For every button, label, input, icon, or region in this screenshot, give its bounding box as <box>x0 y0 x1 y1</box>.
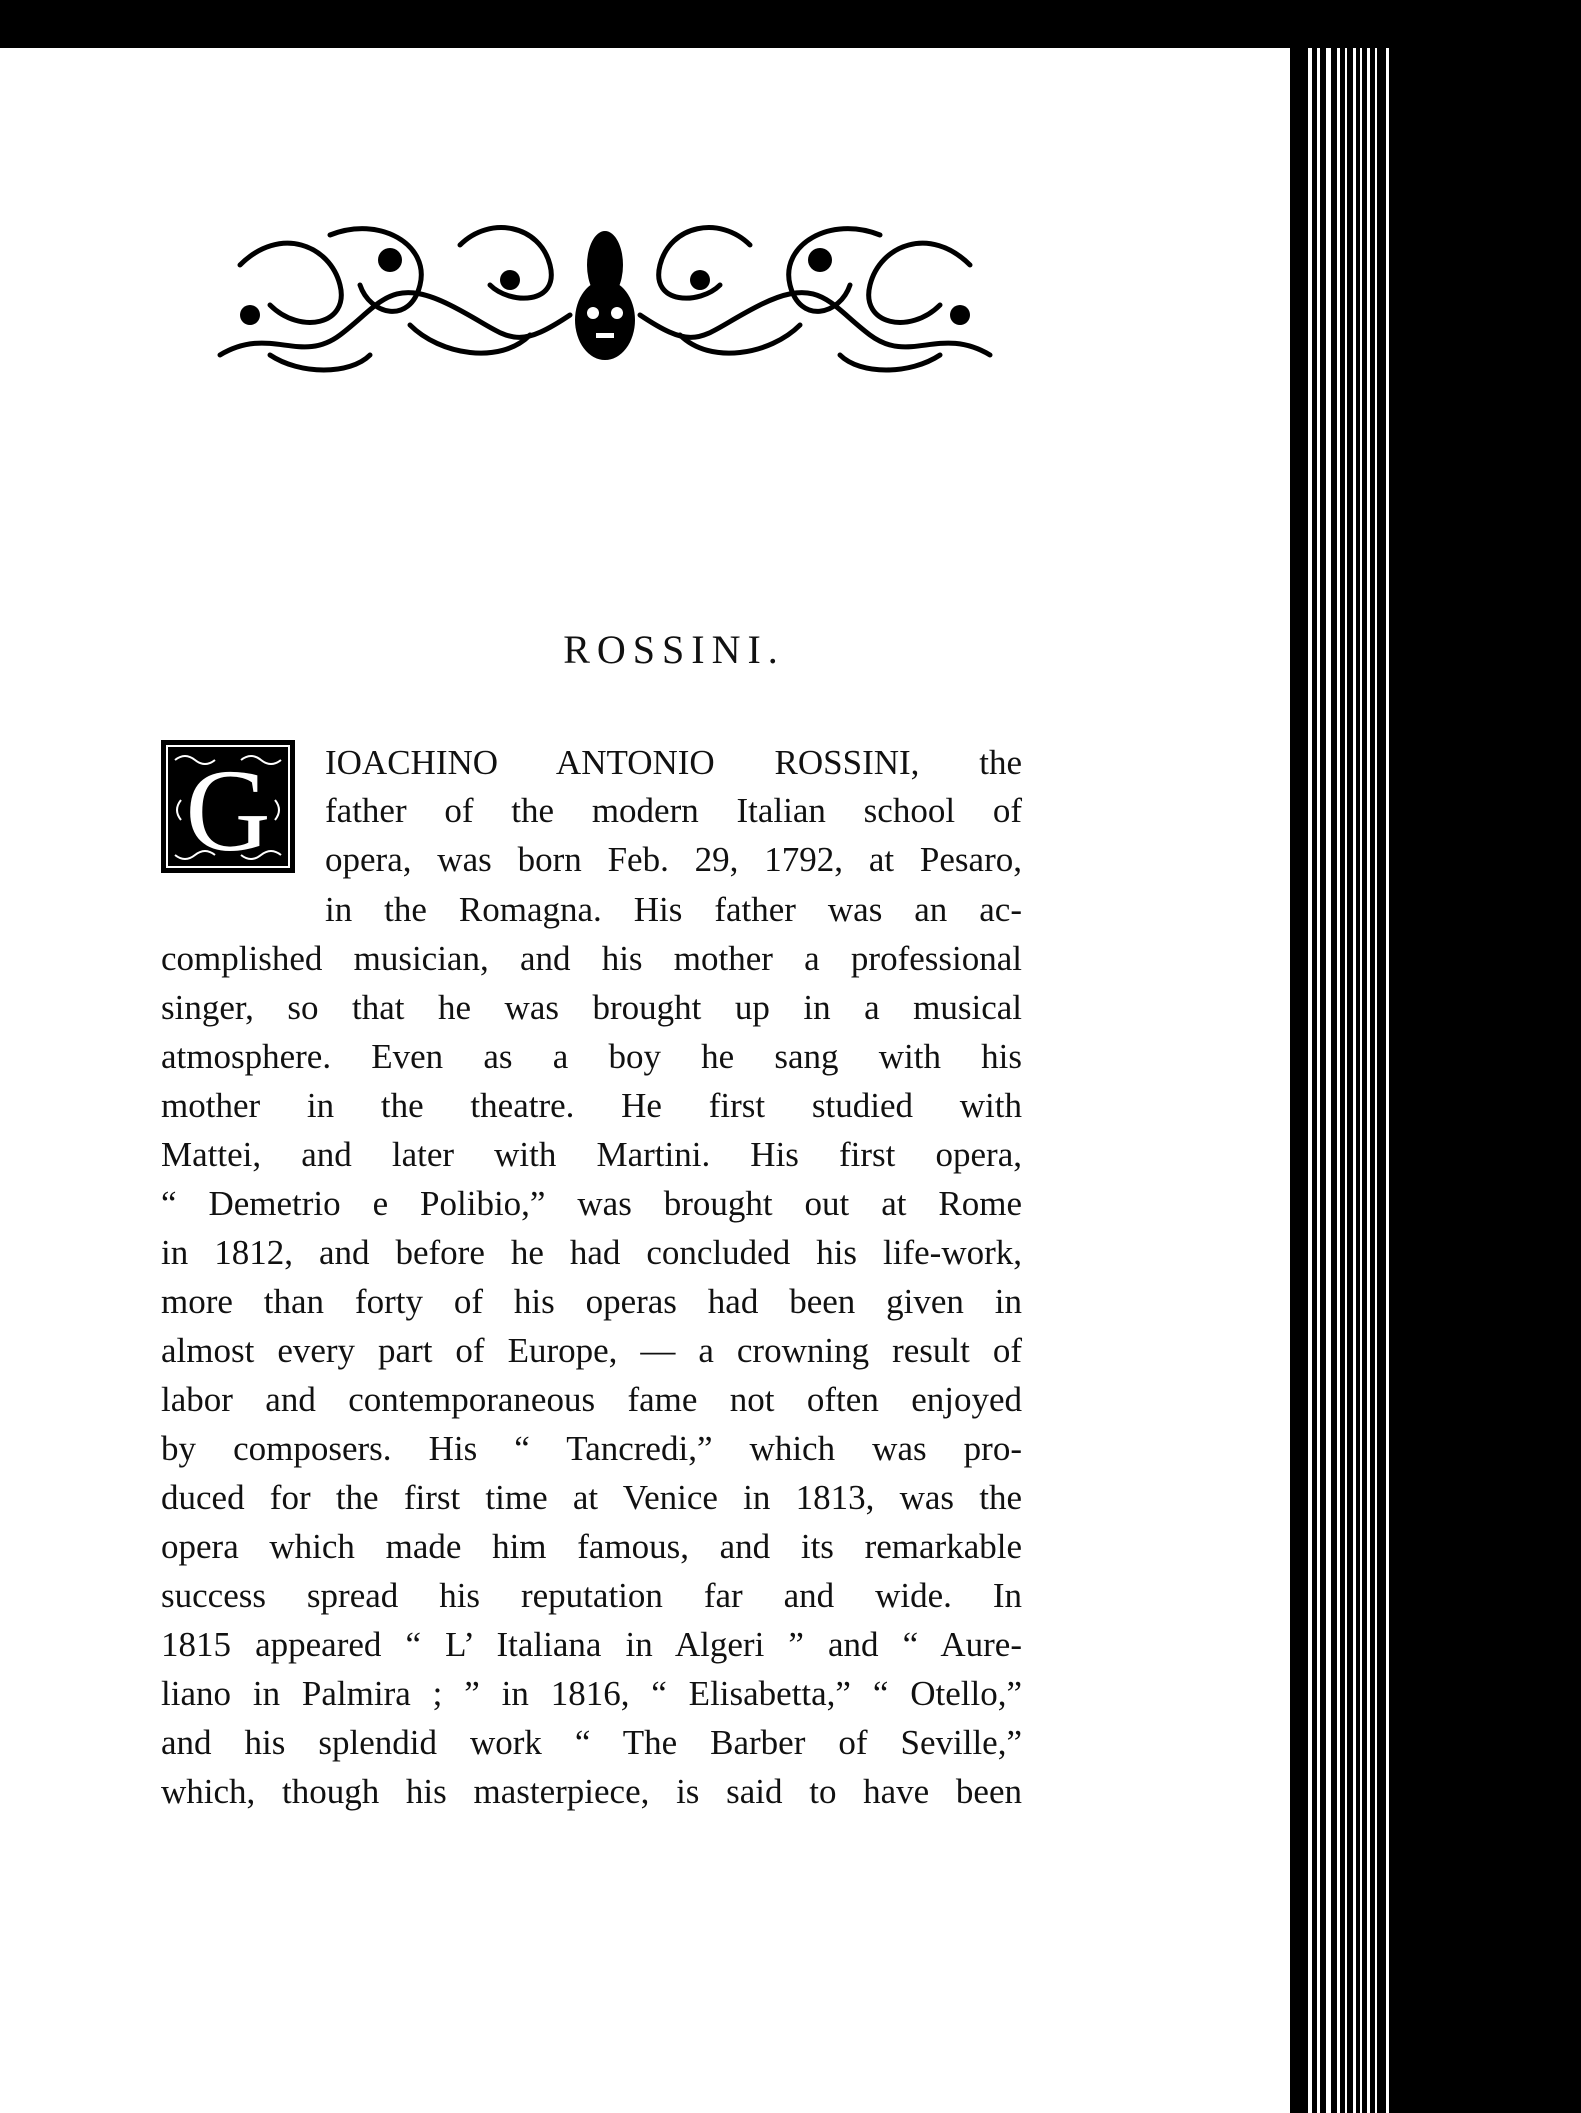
text-line: which, though his masterpiece, is said to have been <box>161 1772 1022 1811</box>
text-line: liano in Palmira ; ” in 1816, “ Elisabetta,” “ Otello,” <box>161 1674 1022 1713</box>
text-line: opera which made him famous, and its remarkable <box>161 1527 1022 1566</box>
scrollwork-headpiece <box>210 205 1000 380</box>
text-line: by composers. His “ Tancredi,” which was pro- <box>161 1429 1022 1468</box>
text-line: “ Demetrio e Polibio,” was brought out at Rome <box>161 1184 1022 1223</box>
text-line: complished musician, and his mother a professional <box>161 939 1022 978</box>
text-line: 1815 appeared “ L’ Italiana in Algeri ” and “ Aure- <box>161 1625 1022 1664</box>
text-line: duced for the first time at Venice in 1813, was the <box>161 1478 1022 1517</box>
text-line: more than forty of his operas had been given in <box>161 1282 1022 1321</box>
text-line: father of the modern Italian school of <box>325 791 1022 830</box>
text-line: almost every part of Europe, — a crowning result of <box>161 1331 1022 1370</box>
text-line: in the Romagna. His father was an ac- <box>325 890 1022 929</box>
text-line: labor and contemporaneous fame not often enjoyed <box>161 1380 1022 1419</box>
text-line: IOACHINO ANTONIO ROSSINI, the <box>325 743 1022 782</box>
text-line: mother in the theatre. He first studied with <box>161 1086 1022 1125</box>
chapter-title: ROSSINI. <box>563 627 785 672</box>
text-line: singer, so that he was brought up in a musical <box>161 988 1022 1027</box>
scan-top-border <box>0 0 1581 48</box>
illuminated-drop-cap <box>161 740 295 873</box>
text-line: and his splendid work “ The Barber of Seville,” <box>161 1723 1022 1762</box>
book-page-edges <box>1290 48 1581 2113</box>
text-line: success spread his reputation far and wide. In <box>161 1576 1022 1615</box>
text-line: opera, was born Feb. 29, 1792, at Pesaro, <box>325 840 1022 879</box>
text-line: atmosphere. Even as a boy he sang with his <box>161 1037 1022 1076</box>
text-line: Mattei, and later with Martini. His first opera, <box>161 1135 1022 1174</box>
text-line: in 1812, and before he had concluded his life-work, <box>161 1233 1022 1272</box>
drop-cap-letter: G <box>185 745 271 873</box>
